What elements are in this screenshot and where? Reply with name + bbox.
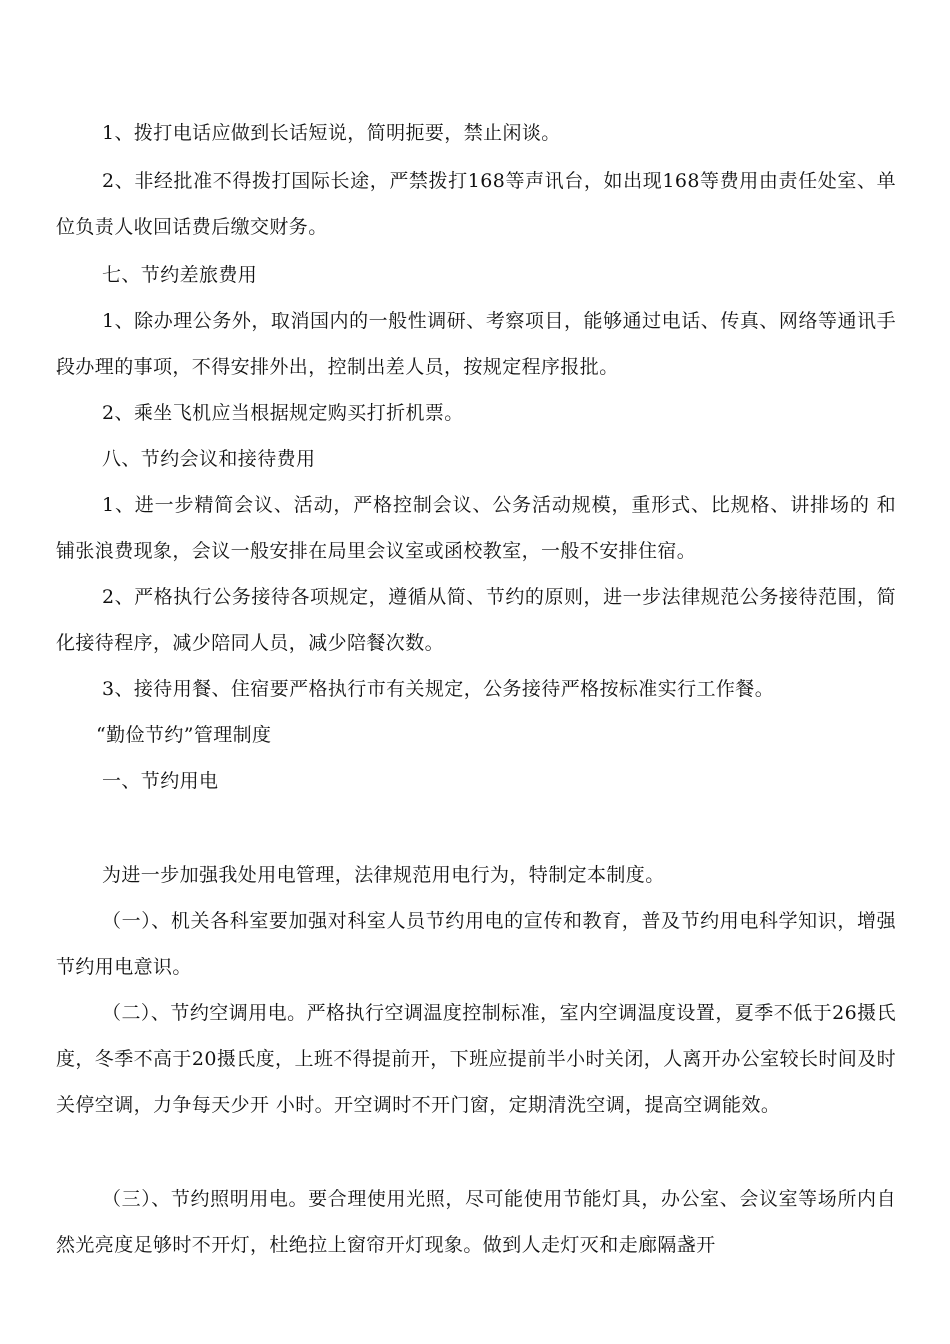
section-heading-meetings: 八、节约会议和接待费用: [102, 448, 316, 470]
paragraph-meetings-3: 3、接待用餐、住宿要严格执行市有关规定，公务接待严格按标准实行工作餐。: [102, 678, 775, 700]
paragraph-travel-1: 1、除办理公务外，取消国内的一般性调研、考察项目，能够通过电话、传真、网络等通讯手段办理的事项，不得安排外出，控制出差人员，按规定程序报批。: [56, 310, 896, 378]
paragraph-travel-2: 2、乘坐飞机应当根据规定购买打折机票。: [102, 402, 464, 424]
paragraph-phone-1: 1、拨打电话应做到长话短说，简明扼要，禁止闲谈。: [102, 122, 561, 144]
paragraph-meetings-2: 2、严格执行公务接待各项规定，遵循从简、节约的原则，进一步法律规范公务接待范围，简化接待程序，减少陪同人员，减少陪餐次数。: [56, 586, 896, 654]
paragraph-electricity-2: （二）、节约空调用电。严格执行空调温度控制标准，室内空调温度设置，夏季不低于26摄氏度，冬季不高于20摄氏度，上班不得提前开，下班应提前半小时关闭，人离开办公室较长时间及时关停空调，力争每天少开 小时。开空调时不开门窗，定期清洗空调，提高空调能效。: [56, 1002, 896, 1116]
paragraph-electricity-1: （一）、机关各科室要加强对科室人员节约用电的宣传和教育，普及节约用电科学知识，增强节约用电意识。: [56, 910, 896, 978]
document-title: “勤俭节约”管理制度: [96, 724, 272, 746]
section-heading-travel: 七、节约差旅费用: [102, 264, 258, 286]
paragraph-phone-2: 2、非经批准不得拨打国际长途，严禁拨打168等声讯台，如出现168等费用由责任处室、单位负责人收回话费后缴交财务。: [56, 170, 896, 238]
paragraph-electricity-intro: 为进一步加强我处用电管理，法律规范用电行为，特制定本制度。: [102, 864, 665, 886]
section-heading-electricity: 一、节约用电: [102, 770, 219, 792]
paragraph-electricity-3: （三）、节约照明用电。要合理使用光照，尽可能使用节能灯具，办公室、会议室等场所内自然光亮度足够时不开灯，杜绝拉上窗帘开灯现象。做到人走灯灭和走廊隔盏开: [56, 1188, 896, 1256]
paragraph-meetings-1: 1、进一步精简会议、活动，严格控制会议、公务活动规模，重形式、比规格、讲排场的 和铺张浪费现象，会议一般安排在局里会议室或函校教室，一般不安排住宿。: [56, 494, 896, 562]
